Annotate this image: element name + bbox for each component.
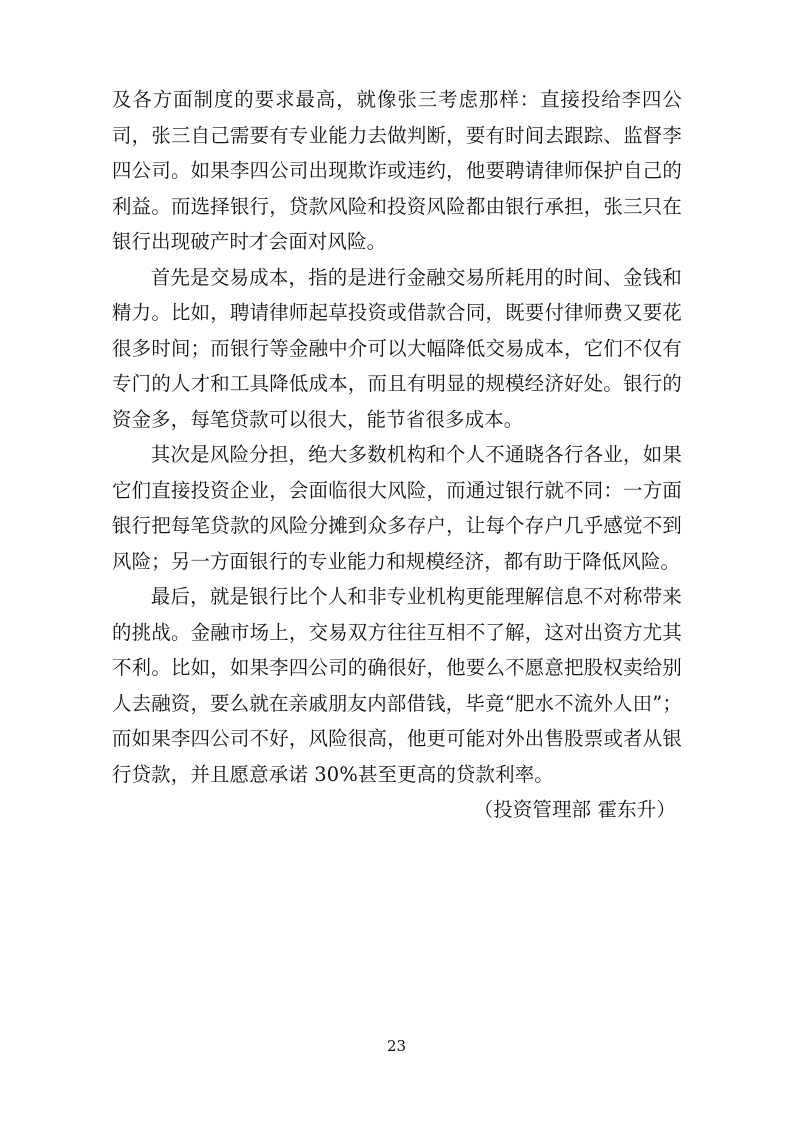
paragraph-2: 首先是交易成本，指的是进行金融交易所耗用的时间、金钱和精力。比如，聘请律师起草投资或借款合同，既要付律师费又要花很多时间；而银行等金融中介可以大幅降低交易成本，它们不仅有专门的人才和工具降低成本，而且有明显的规模经济好处。银行的资金多，每笔贷款可以很大，能节省很多成本。 [112,265,682,431]
document-body [112,82,682,828]
signature-line: （投资管理部 霍东升） [473,798,676,821]
paragraph-1: 及各方面制度的要求最高，就像张三考虑那样：直接投给李四公司，张三自己需要有专业能力去做判断，要有时间去跟踪、监督李四公司。如果李四公司出现欺诈或违约，他要聘请律师保护自己的利益。而选择银行，贷款风险和投资风险都由银行承担，张三只在银行出现破产时才会面对风险。 [112,88,682,253]
paragraph-4: 最后，就是银行比个人和非专业机构更能理解信息不对称带来的挑战。金融市场上，交易双方往往互相不了解，这对出资方尤其不利。比如，如果李四公司的确很好，他要么不愿意把股权卖给别人去融资，要么就在亲戚朋友内部借钱，毕竟“肥水不流外人田”；而如果李四公司不好，风险很高，他更可能对外出售股票或者从银行贷款，并且愿意承诺 30%甚至更高的贷款利率。 [112,585,682,786]
paragraph-3: 其次是风险分担，绝大多数机构和个人不通晓各行各业，如果它们直接投资企业，会面临很大风险，而通过银行就不同：一方面银行把每笔贷款的风险分摊到众多存户，让每个存户几乎感觉不到风险；另一方面银行的专业能力和规模经济，都有助于降低风险。 [112,443,682,573]
page-number: 23 [386,1037,407,1055]
